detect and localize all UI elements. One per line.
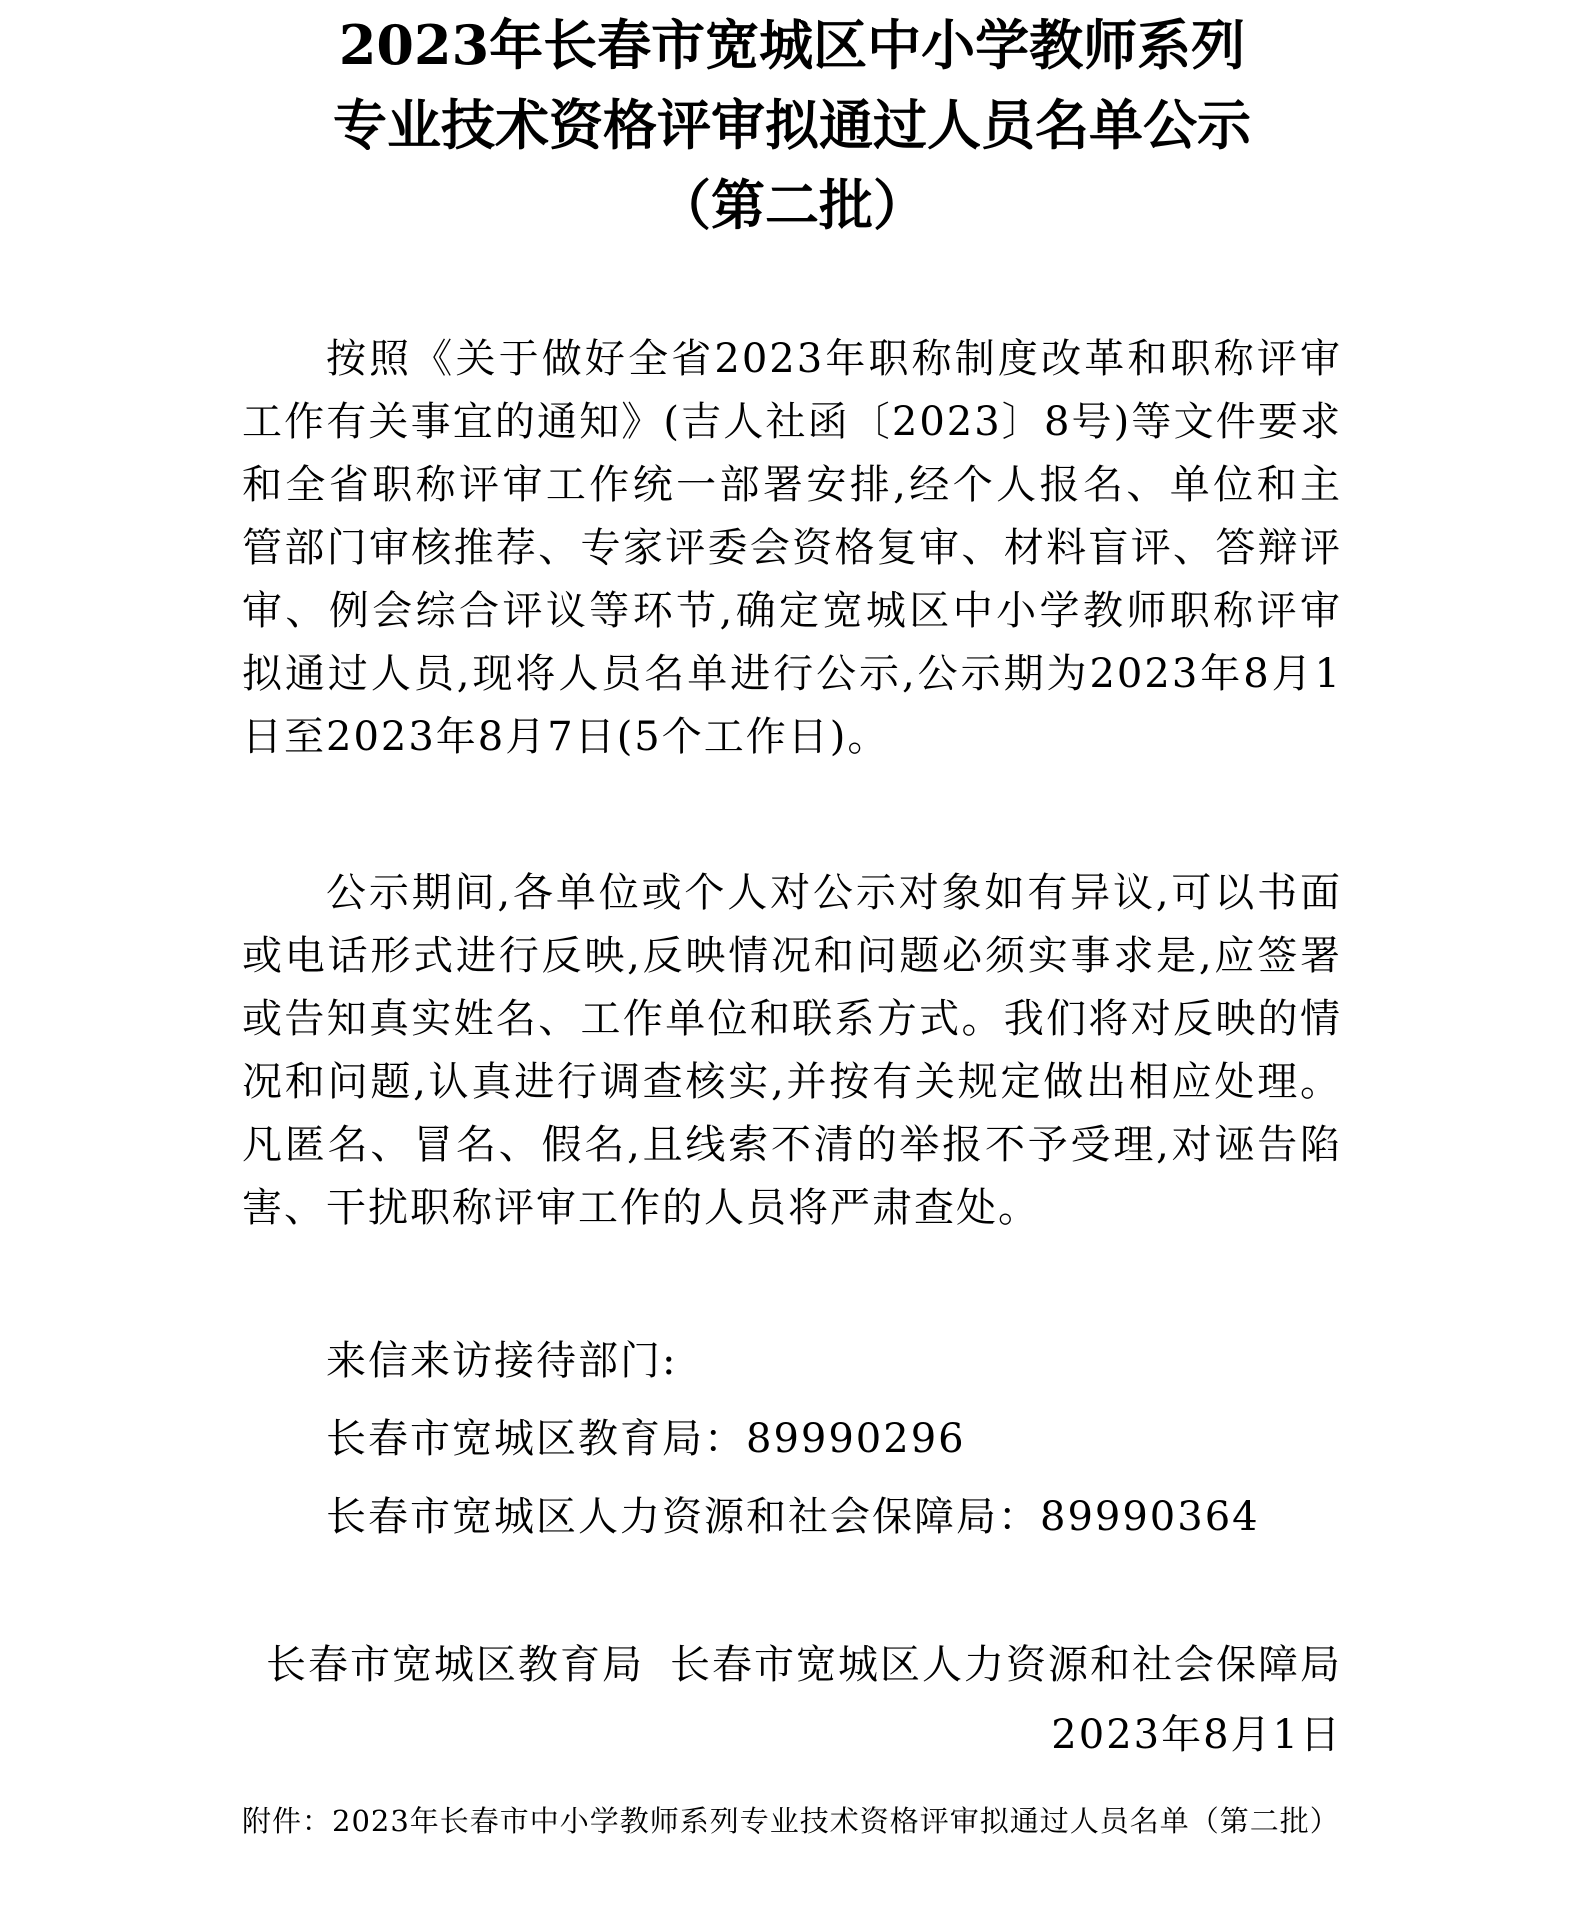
contacts-heading: 来信来访接待部门: <box>326 1338 678 1384</box>
attachment-note: 附件：2023年长春市中小学教师系列专业技术资格评审拟通过人员名单（第二批） <box>242 1804 1340 1838</box>
document-title-line-2: 专业技术资格评审拟通过人员名单公示 <box>333 93 1251 157</box>
signature-hr-bureau: 长春市宽城区人力资源和社会保障局 <box>670 1642 1342 1688</box>
contact-education-bureau: 长春市宽城区教育局：89990296 <box>326 1416 966 1462</box>
body-paragraph-2: 公示期间,各单位或个人对公示对象如有异议,可以书面或电话形式进行反映,反映情况和问题必须实事求是,应签署或告知真实姓名、工作单位和联系方式。我们将对反映的情况和问题,认真进行调查核实,并按有关规定做出相应处理。凡匿名、冒名、假名,且线索不清的举报不予受理,对诬告陷害、干扰职称评审工作的人员将严肃查处。 <box>242 870 1342 1231</box>
document-title-line-1: 2023年长春市宽城区中小学教师系列 <box>338 13 1246 77</box>
signature-date: 2023年8月1日 <box>1051 1712 1342 1758</box>
contact-hr-bureau: 长春市宽城区人力资源和社会保障局：89990364 <box>326 1494 1260 1540</box>
signature-education-bureau: 长春市宽城区教育局 <box>266 1642 644 1688</box>
body-paragraph-1: 按照《关于做好全省2023年职称制度改革和职称评审工作有关事宜的通知》(吉人社函〔2023〕8号)等文件要求和全省职称评审工作统一部署安排,经个人报名、单位和主管部门审核推荐、专家评委会资格复审、材料盲评、答辩评审、例会综合评议等环节,确定宽城区中小学教师职称评审拟通过人员,现将人员名单进行公示,公示期为2023年8月1日至2023年8月7日(5个工作日)。 <box>242 336 1342 760</box>
document-title-line-3: （第二批） <box>657 173 927 237</box>
